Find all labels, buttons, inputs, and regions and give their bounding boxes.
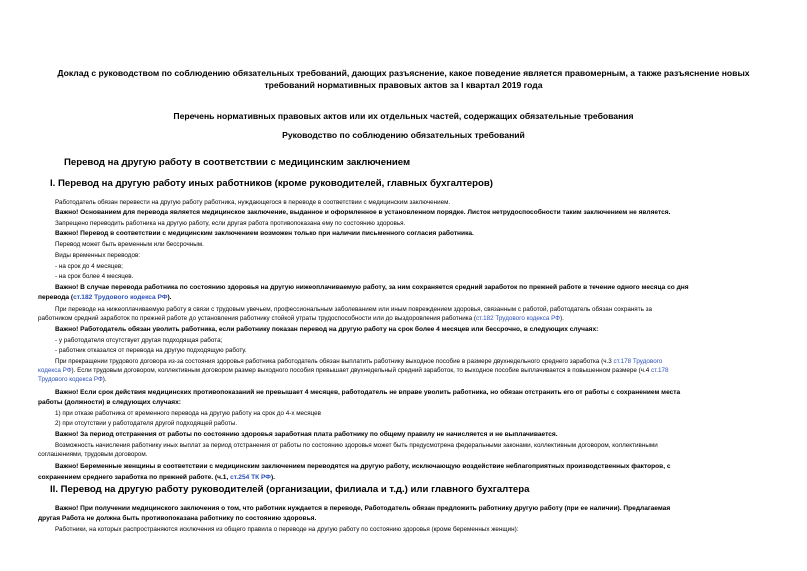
paragraph-continued: соглашениями, трудовым договором. — [38, 451, 148, 458]
section-title: Перевод на другую работу в соответствии с медицинским заключением — [64, 157, 411, 168]
paragraph-continued: Трудового кодекса РФ). — [38, 376, 107, 383]
list-item: - у работодателя отсутствует другая подходящая работа; — [55, 337, 223, 344]
law-link[interactable]: ст.182 Трудового кодекса РФ — [476, 315, 561, 322]
important-note-continued: сохранением среднего заработка по прежней работе. (ч.1, ст.254 ТК РФ). — [38, 474, 275, 481]
paragraph: При прекращении трудового договора из-за состояния здоровья работника работодатель обязан выплатить работнику выходное пособие в размере двухнедельного среднего заработка (ч.3 ст.178 Трудового — [55, 358, 663, 365]
list-item: - на срок до 4 месяцев; — [55, 263, 123, 270]
important-note: Важно! В случае перевода работника по состоянию здоровья на другую нижеоплачиваемую работу, за ним сохраняется средний заработок по прежней работе в течение одного месяца со дня — [55, 284, 689, 291]
important-note: Важно! Работодатель обязан уволить работника, если работнику показан перевод на другую работу на срок более 4 месяцев или бессрочно, в следующих случаях: — [55, 326, 599, 333]
doc-title-line-2: требований нормативных правовых актов за I квартал 2019 года — [264, 80, 543, 90]
doc-title-line-1: Доклад с руководством по соблюдению обязательных требований, дающих разъяснение, какое поведение является правомерным, а также разъяснение новых — [57, 68, 750, 78]
law-link[interactable]: кодекса РФ — [38, 367, 72, 374]
list-item: 2) при отсутствии у работодателя другой подходящей работы. — [55, 420, 238, 427]
paragraph: Работники, на которых распространяются исключения из общего правила о переводе на другую работу по состоянию здоровья (кроме беременных женщин): — [55, 526, 519, 533]
important-note: Важно! Перевод в соответствии с медицинским заключением возможен только при наличии письменного согласия работника. — [55, 230, 474, 237]
law-link[interactable]: ст.182 Трудового кодекса РФ — [73, 294, 168, 301]
paragraph: Работодатель обязан перевести на другую работу работника, нуждающегося в переводе в соответствии с медицинским заключением. — [55, 199, 451, 206]
paragraph: Возможность начисления работнику иных выплат за период отстранения от работы по состоянию здоровья может быть предусмотрена федеральными законами, коллективным договором, коллективными — [55, 442, 658, 449]
law-link[interactable]: ст.178 — [650, 367, 669, 374]
section-1-heading: I. Перевод на другую работу иных работников (кроме руководителей, главных бухгалтеров) — [50, 178, 493, 189]
important-note: Важно! Если срок действия медицинских противопоказаний не превышает 4 месяцев, работодатель не вправе уволить работника, но обязан отстранить его от работы с сохранением места — [55, 389, 681, 396]
important-note-continued: другая Работа не должна быть противопоказана работнику по состоянию здоровья. — [38, 515, 317, 522]
section-2-heading: II. Перевод на другую работу руководителей (организации, филиала и т.д.) или главного бухгалтера — [50, 484, 530, 495]
paragraph: При переводе на нижеоплачиваемую работу в связи с трудовым увечьем, профессиональным заболеванием или иным повреждением здоровья, связанным с работой, работодатель обязан сохранять за — [55, 306, 653, 313]
important-note: Важно! Беременные женщины в соответствии с медицинским заключением переводятся на другую работу, исключающую воздействие неблагоприятных производственных факторов, с — [55, 463, 671, 470]
important-note-continued: работы (должности) в следующих случаях: — [38, 399, 181, 406]
list-item: - работник отказался от перевода на другую подходящую работу. — [55, 347, 247, 354]
important-note: Важно! За период отстранения от работы по состоянию здоровья заработная плата работнику по общему правилу не начисляется и не выплачивается. — [55, 431, 558, 438]
list-item: - на срок более 4 месяцев. — [55, 273, 134, 280]
important-note: Важно! Основанием для перевода является медицинское заключение, выданное и оформленное в установленном порядке. Листок нетрудоспособности таким заключением не является. — [55, 209, 671, 216]
paragraph-continued: кодекса РФ). Если трудовым договором, коллективным договором размер выходного пособия превышает двухнедельный средний заработок, то выходное пособие выплачивается в повышенном размере (ч.4 ст.178 — [38, 367, 669, 374]
law-link[interactable]: ст.178 Трудового — [613, 358, 663, 365]
important-note: Важно! При получении медицинского заключения о том, что работник нуждается в переводе, Работодатель обязан предложить работнику другую работу (при ее наличии). Предлагаемая — [55, 505, 671, 512]
paragraph-continued: работником средний заработок по прежней работе до установления работнику стойкой утраты трудоспособности или до выздоровления работника (ст.182 Трудового кодекса РФ). — [38, 315, 564, 322]
law-link[interactable]: Трудового кодекса РФ — [38, 376, 103, 383]
paragraph: Виды временных переводов: — [55, 252, 141, 259]
guide-title: Руководство по соблюдению обязательных требований — [282, 130, 525, 140]
paragraph: Перевод может быть временным или бессрочным. — [55, 241, 204, 248]
list-item: 1) при отказе работника от временного перевода на другую работу на срок до 4-х месяцев — [55, 410, 321, 417]
paragraph: Запрещено переводить работника на другую работу, если другая работа противопоказана ему по состоянию здоровья. — [55, 220, 406, 227]
doc-subtitle: Перечень нормативных правовых актов или их отдельных частей, содержащих обязательные требования — [173, 111, 634, 121]
law-link[interactable]: ст.254 ТК РФ — [230, 474, 271, 481]
important-note-continued: перевода (ст.182 Трудового кодекса РФ). — [38, 294, 172, 301]
